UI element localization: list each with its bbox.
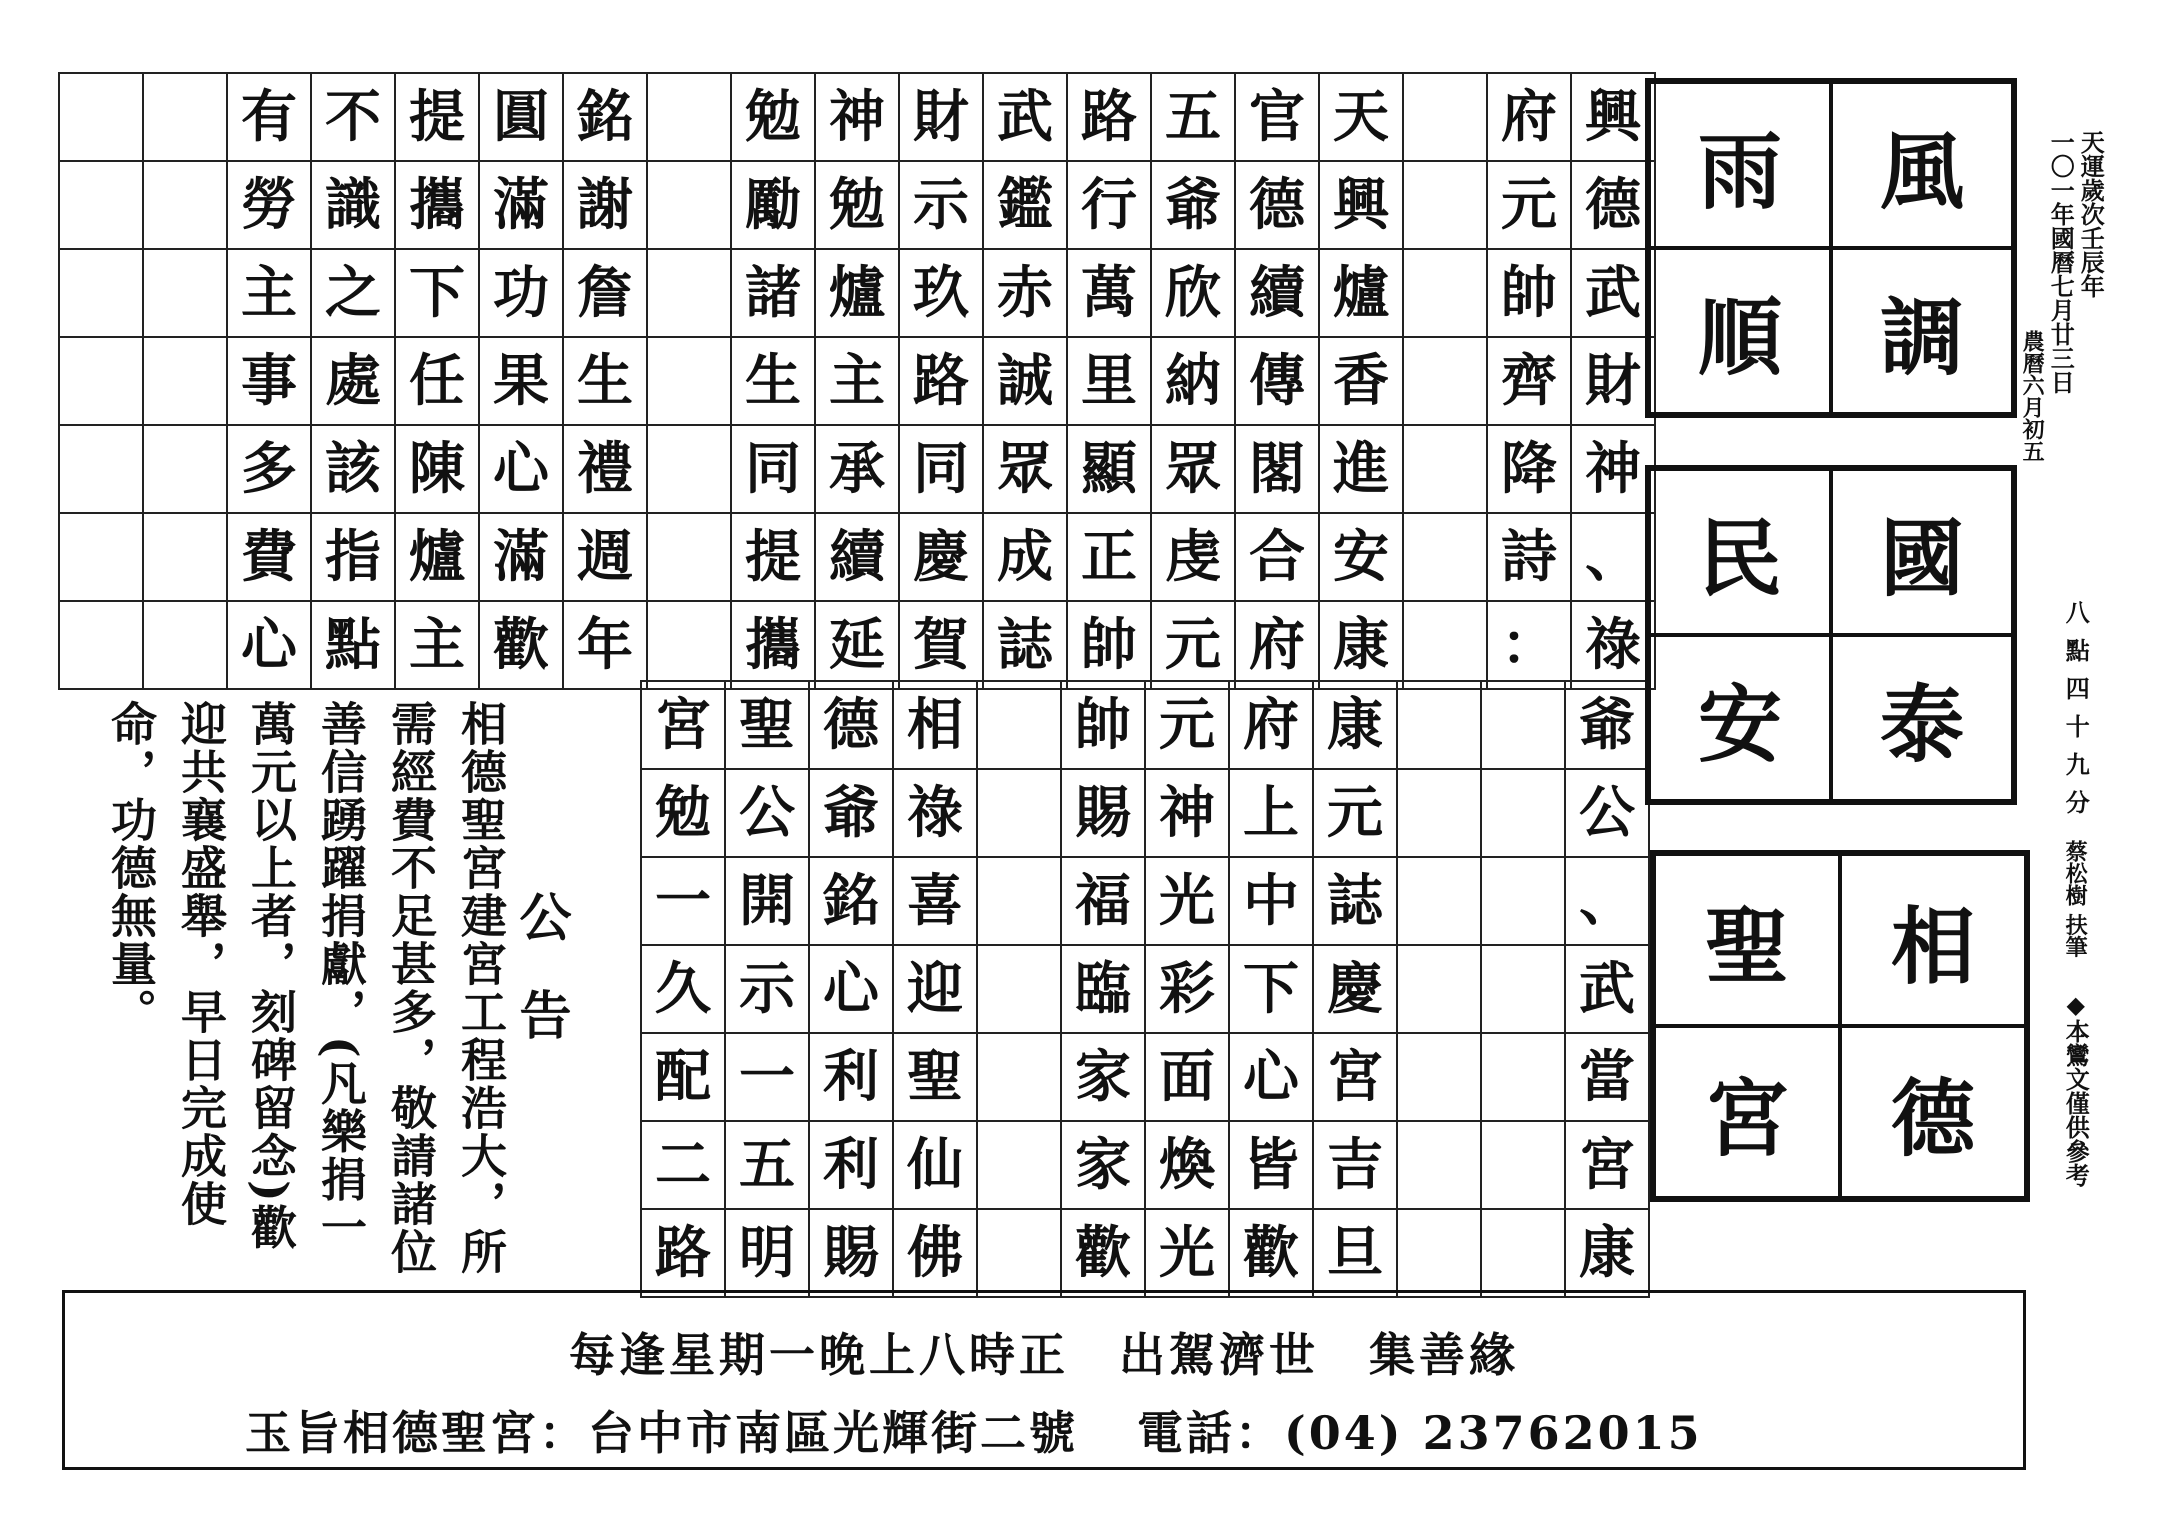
lower-cell: 中: [1229, 857, 1313, 945]
lower-cell: [1481, 1033, 1565, 1121]
poem-cell: 爐: [1319, 249, 1403, 337]
poem-cell: 提: [731, 513, 815, 601]
lower-cell: 歡: [1061, 1209, 1145, 1297]
lower-cell: [1481, 769, 1565, 857]
poem-cell: [143, 249, 227, 337]
poem-cell: 處: [311, 337, 395, 425]
poem-cell: 心: [227, 601, 311, 689]
lower-cell: 上: [1229, 769, 1313, 857]
poem-cell: [143, 425, 227, 513]
lower-row: [641, 857, 1649, 945]
poem-cell: 費: [227, 513, 311, 601]
poem-cell: 閣: [1235, 425, 1319, 513]
lower-cell: 福: [1061, 857, 1145, 945]
lower-cell: 光: [1145, 1209, 1229, 1297]
poem-cell: 下: [395, 249, 479, 337]
poem-row: [59, 601, 1655, 689]
poem-grid: [58, 72, 1656, 690]
poem-cell: 陳: [395, 425, 479, 513]
seal-char: 德: [1840, 1026, 2026, 1198]
side-date-lunar: 農曆六月初五: [2019, 330, 2046, 462]
side-time: 八點四十九分: [2061, 600, 2091, 828]
lower-cell: 吉: [1313, 1121, 1397, 1209]
poem-cell: [59, 601, 143, 689]
lower-cell: 旦: [1313, 1209, 1397, 1297]
poem-cell: 歡: [479, 601, 563, 689]
poem-cell: 不: [311, 73, 395, 161]
lower-cell: 元: [1313, 769, 1397, 857]
lower-cell: 銘: [809, 857, 893, 945]
poem-cell: 五: [1151, 73, 1235, 161]
poem-cell: [647, 513, 731, 601]
poem-cell: 生: [731, 337, 815, 425]
seal-char: 風: [1831, 82, 2013, 248]
lower-cell: 煥: [1145, 1121, 1229, 1209]
seal-char: 調: [1831, 248, 2013, 414]
poem-cell: 帥: [1487, 249, 1571, 337]
poem-cell: [143, 73, 227, 161]
poem-cell: 生: [563, 337, 647, 425]
lower-cell: 迎: [893, 945, 977, 1033]
poem-row: [59, 249, 1655, 337]
poem-cell: [59, 161, 143, 249]
poem-cell: 香: [1319, 337, 1403, 425]
poem-cell: 鑑: [983, 161, 1067, 249]
lower-cell: [1481, 1209, 1565, 1297]
lower-cell: 心: [809, 945, 893, 1033]
poem-cell: 爐: [815, 249, 899, 337]
poem-cell: [59, 337, 143, 425]
seal-char: 國: [1831, 469, 2013, 635]
poem-cell: 德: [1235, 161, 1319, 249]
lower-cell: [1397, 769, 1481, 857]
temple-phone: 電話：(04) 23762015: [1137, 1406, 1703, 1460]
lower-cell: [1397, 945, 1481, 1033]
poem-cell: 財: [1571, 337, 1655, 425]
poem-cell: 事: [227, 337, 311, 425]
side-date: 一〇一年國曆七月廿三日: [2046, 130, 2076, 394]
lower-cell: 帥: [1061, 681, 1145, 769]
poem-cell: 勵: [731, 161, 815, 249]
poem-cell: 路: [1067, 73, 1151, 161]
lower-cell: 家: [1061, 1121, 1145, 1209]
lower-cell: 利: [809, 1033, 893, 1121]
notice-line: 命，功德無量。: [104, 700, 158, 1036]
poem-cell: [647, 73, 731, 161]
poem-cell: [1403, 161, 1487, 249]
poem-cell: 爐: [395, 513, 479, 601]
lower-row: [641, 1209, 1649, 1297]
poem-cell: 天: [1319, 73, 1403, 161]
poem-cell: 正: [1067, 513, 1151, 601]
lower-cell: 公: [1565, 769, 1649, 857]
lower-cell: [1397, 857, 1481, 945]
lower-cell: [977, 1033, 1061, 1121]
poem-cell: 安: [1319, 513, 1403, 601]
lower-cell: 久: [641, 945, 725, 1033]
poem-cell: 賀: [899, 601, 983, 689]
poem-cell: 續: [815, 513, 899, 601]
lower-cell: [977, 857, 1061, 945]
poem-cell: 眾: [1151, 425, 1235, 513]
poem-cell: 滿: [479, 513, 563, 601]
seal-fengtiao: [1645, 78, 2017, 418]
poem-cell: 圓: [479, 73, 563, 161]
poem-cell: 欣: [1151, 249, 1235, 337]
lower-cell: 爺: [809, 769, 893, 857]
poem-cell: 路: [899, 337, 983, 425]
lower-cell: 相: [893, 681, 977, 769]
poem-cell: 康: [1319, 601, 1403, 689]
poem-cell: [1403, 73, 1487, 161]
poem-cell: 府: [1487, 73, 1571, 161]
lower-cell: 誌: [1313, 857, 1397, 945]
poem-cell: 興: [1319, 161, 1403, 249]
poem-cell: [1403, 249, 1487, 337]
poem-cell: 齊: [1487, 337, 1571, 425]
lower-cell: 爺: [1565, 681, 1649, 769]
poem-cell: 諸: [731, 249, 815, 337]
lower-cell: 慶: [1313, 945, 1397, 1033]
poem-cell: 多: [227, 425, 311, 513]
footer-address-line: [245, 1397, 1743, 1463]
lower-cell: 一: [641, 857, 725, 945]
lower-cell: 神: [1145, 769, 1229, 857]
lower-cell: [1397, 1033, 1481, 1121]
lower-cell: 康: [1565, 1209, 1649, 1297]
poem-cell: 顯: [1067, 425, 1151, 513]
poem-cell: 任: [395, 337, 479, 425]
poem-cell: [143, 513, 227, 601]
notice-title: 公告: [510, 890, 571, 1086]
lower-cell: 二: [641, 1121, 725, 1209]
poem-cell: 同: [899, 425, 983, 513]
lower-cell: 仙: [893, 1121, 977, 1209]
poem-cell: 攜: [395, 161, 479, 249]
lower-cell: [1481, 1121, 1565, 1209]
poem-cell: 示: [899, 161, 983, 249]
lower-cell: 賜: [1061, 769, 1145, 857]
poem-cell: 銘: [563, 73, 647, 161]
poem-cell: 合: [1235, 513, 1319, 601]
poem-cell: 心: [479, 425, 563, 513]
poem-cell: 承: [815, 425, 899, 513]
lower-cell: 武: [1565, 945, 1649, 1033]
poem-cell: 勞: [227, 161, 311, 249]
poem-cell: 週: [563, 513, 647, 601]
poem-cell: 興: [1571, 73, 1655, 161]
footer: [62, 1290, 2026, 1470]
poem-cell: 攜: [731, 601, 815, 689]
seal-char: 宮: [1654, 1026, 1840, 1198]
lower-cell: [1397, 1209, 1481, 1297]
notice-line: 相德聖宮建宮工程浩大，所: [454, 700, 508, 1276]
poem-cell: 萬: [1067, 249, 1151, 337]
lower-cell: [977, 681, 1061, 769]
lower-row: [641, 769, 1649, 857]
temple-address: 玉旨相德聖宮：台中市南區光輝街二號: [245, 1406, 1078, 1460]
poem-cell: 指: [311, 513, 395, 601]
notice-line: 萬元以上者，刻碑留念)歡: [244, 700, 298, 1252]
lower-cell: 彩: [1145, 945, 1229, 1033]
lower-cell: [977, 1209, 1061, 1297]
poem-cell: [647, 337, 731, 425]
poem-cell: 帥: [1067, 601, 1151, 689]
poem-cell: 進: [1319, 425, 1403, 513]
poem-cell: 該: [311, 425, 395, 513]
poem-cell: 功: [479, 249, 563, 337]
poem-cell: 識: [311, 161, 395, 249]
lower-cell: 元: [1145, 681, 1229, 769]
poem-cell: 赤: [983, 249, 1067, 337]
seal-char: 相: [1840, 854, 2026, 1026]
lower-cell: 聖: [725, 681, 809, 769]
poem-cell: 詩: [1487, 513, 1571, 601]
poem-cell: [143, 337, 227, 425]
poem-cell: 誌: [983, 601, 1067, 689]
poem-cell: 神: [815, 73, 899, 161]
lower-cell: [977, 1121, 1061, 1209]
lower-row: [641, 681, 1649, 769]
lower-cell: 祿: [893, 769, 977, 857]
poem-cell: 虔: [1151, 513, 1235, 601]
poem-cell: 官: [1235, 73, 1319, 161]
side-note: ◆本鸞文僅供參考: [2061, 990, 2091, 1187]
poem-cell: [59, 249, 143, 337]
lower-cell: 康: [1313, 681, 1397, 769]
poem-cell: [59, 513, 143, 601]
notice-line: 需經費不足甚多，敬請諸位: [384, 700, 438, 1276]
poem-row: [59, 337, 1655, 425]
notice-box: [58, 680, 640, 1283]
lower-cell: 宮: [1313, 1033, 1397, 1121]
poem-cell: 、: [1571, 513, 1655, 601]
poem-cell: [59, 425, 143, 513]
lower-cell: [1481, 681, 1565, 769]
poem-cell: 神: [1571, 425, 1655, 513]
lower-cell: 喜: [893, 857, 977, 945]
lower-cell: 配: [641, 1033, 725, 1121]
notice-line: 善信踴躍捐獻，(凡樂捐一: [314, 700, 368, 1252]
poem-cell: 府: [1235, 601, 1319, 689]
poem-cell: [1403, 601, 1487, 689]
lower-cell: 面: [1145, 1033, 1229, 1121]
poem-cell: [1403, 513, 1487, 601]
lower-cell: [1481, 857, 1565, 945]
poem-cell: [59, 73, 143, 161]
poem-cell: 元: [1487, 161, 1571, 249]
lower-cell: 明: [725, 1209, 809, 1297]
poem-cell: 成: [983, 513, 1067, 601]
lower-cell: [1397, 1121, 1481, 1209]
lower-row: [641, 945, 1649, 1033]
poem-cell: 有: [227, 73, 311, 161]
poem-row: [59, 161, 1655, 249]
seal-xiangde: [1650, 850, 2030, 1202]
poem-cell: 慶: [899, 513, 983, 601]
poem-row: [59, 425, 1655, 513]
seal-char: 安: [1649, 635, 1831, 801]
side-year-lunar: 天運歲次壬辰年: [2076, 130, 2106, 298]
poem-cell: 爺: [1151, 161, 1235, 249]
lower-cell: [1397, 681, 1481, 769]
lower-row: [641, 1033, 1649, 1121]
poem-cell: [647, 249, 731, 337]
poem-cell: 武: [983, 73, 1067, 161]
poem-cell: 主: [395, 601, 479, 689]
poem-cell: 點: [311, 601, 395, 689]
lower-cell: 五: [725, 1121, 809, 1209]
poem-cell: [647, 601, 731, 689]
lower-cell: 光: [1145, 857, 1229, 945]
seal-char: 泰: [1831, 635, 2013, 801]
lower-cell: 家: [1061, 1033, 1145, 1121]
lower-cell: 宮: [641, 681, 725, 769]
lower-cell: [1481, 945, 1565, 1033]
poem-cell: 勉: [815, 161, 899, 249]
poem-cell: 果: [479, 337, 563, 425]
poem-cell: 之: [311, 249, 395, 337]
poem-cell: 祿: [1571, 601, 1655, 689]
lower-cell: 皆: [1229, 1121, 1313, 1209]
poem-cell: [647, 425, 731, 513]
lower-cell: 歡: [1229, 1209, 1313, 1297]
poem-cell: 玖: [899, 249, 983, 337]
poem-cell: 財: [899, 73, 983, 161]
poem-cell: 續: [1235, 249, 1319, 337]
poem-cell: 提: [395, 73, 479, 161]
lower-cell: 公: [725, 769, 809, 857]
seal-char: 民: [1649, 469, 1831, 635]
poem-cell: [143, 601, 227, 689]
lower-cell: 當: [1565, 1033, 1649, 1121]
lower-cell: 臨: [1061, 945, 1145, 1033]
lower-cell: [977, 769, 1061, 857]
poem-cell: 謝: [563, 161, 647, 249]
lower-cell: 一: [725, 1033, 809, 1121]
lower-cell: 心: [1229, 1033, 1313, 1121]
lower-cell: 賜: [809, 1209, 893, 1297]
lower-cell: 利: [809, 1121, 893, 1209]
lower-cell: 、: [1565, 857, 1649, 945]
poem-cell: 主: [815, 337, 899, 425]
lower-cell: 路: [641, 1209, 725, 1297]
lower-cell: 下: [1229, 945, 1313, 1033]
poem-cell: [1403, 337, 1487, 425]
lower-cell: 開: [725, 857, 809, 945]
lower-cell: 勉: [641, 769, 725, 857]
poem-cell: 德: [1571, 161, 1655, 249]
poem-cell: 元: [1151, 601, 1235, 689]
poem-cell: 降: [1487, 425, 1571, 513]
poem-cell: [143, 161, 227, 249]
poem-cell: 滿: [479, 161, 563, 249]
footer-schedule: 每逢星期一晚上八時正 出駕濟世 集善緣: [569, 1328, 1519, 1382]
poem-cell: 納: [1151, 337, 1235, 425]
poem-cell: [647, 161, 731, 249]
poem-row: [59, 73, 1655, 161]
poem-cell: 誠: [983, 337, 1067, 425]
seal-char: 聖: [1654, 854, 1840, 1026]
poem-cell: 里: [1067, 337, 1151, 425]
poem-cell: 武: [1571, 249, 1655, 337]
poem-cell: 傳: [1235, 337, 1319, 425]
poem-cell: [1403, 425, 1487, 513]
poem-cell: 詹: [563, 249, 647, 337]
poem-cell: 主: [227, 249, 311, 337]
poem-cell: 延: [815, 601, 899, 689]
seal-char: 雨: [1649, 82, 1831, 248]
poem-cell: 勉: [731, 73, 815, 161]
poem-cell: ：: [1487, 601, 1571, 689]
lower-cell: 聖: [893, 1033, 977, 1121]
lower-cell: 示: [725, 945, 809, 1033]
poem-cell: 行: [1067, 161, 1151, 249]
lower-cell: [977, 945, 1061, 1033]
lower-cell: 府: [1229, 681, 1313, 769]
lower-cell: 佛: [893, 1209, 977, 1297]
lower-cell: 宮: [1565, 1121, 1649, 1209]
notice-line: 迎共襄盛舉，早日完成使: [174, 700, 228, 1228]
seal-char: 順: [1649, 248, 1831, 414]
poem-cell: 年: [563, 601, 647, 689]
side-scribe: 蔡松樹 扶筆: [2062, 840, 2089, 958]
lower-grid: [640, 680, 1650, 1298]
seal-guotai: [1645, 465, 2017, 805]
poem-cell: 禮: [563, 425, 647, 513]
poem-cell: 眾: [983, 425, 1067, 513]
poem-cell: 同: [731, 425, 815, 513]
poem-row: [59, 513, 1655, 601]
lower-row: [641, 1121, 1649, 1209]
lower-cell: 德: [809, 681, 893, 769]
